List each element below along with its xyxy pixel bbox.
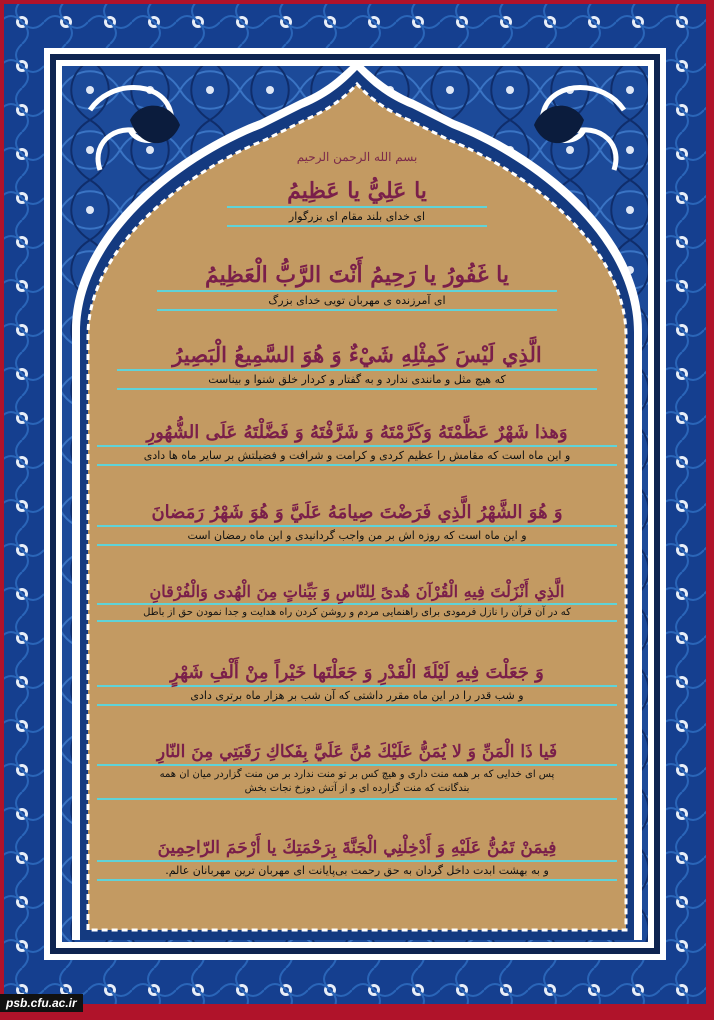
verse-arabic: فِيمَنْ تَمُنُّ عَلَيْهِ وَ أَدْخِلْنِي الْجَنَّةَ بِرَحْمَتِكَ يا أَرْحَمَ الرّاحِمِينَ (157, 838, 557, 858)
divider (157, 309, 557, 311)
watermark: psb.cfu.ac.ir (0, 994, 83, 1012)
verse-translation: و به بهشت ابدت داخل گردان به حق رحمت بی‌پایانت ای مهربان ترین مهربانان عالم. (165, 864, 549, 877)
divider (97, 704, 617, 706)
divider (97, 879, 617, 881)
divider (117, 369, 597, 371)
verse-translation: و این ماه است که مقامش را عظیم کردی و کرامت و شرافت و فضیلتش بر سایر ماه ها دادی (143, 449, 571, 462)
verse-5 (90, 502, 624, 548)
verse-arabic: وَهذا شَهْرٌ عَظَّمْتَهُ وَكَرَّمْتَهُ وَ شَرَّفْتَهُ وَ فَضَّلْتَهُ عَلَى الشُّهُورِ (146, 422, 568, 443)
verse-arabic: فَيا ذَا الْمَنِّ وَ لا يُمَنُّ عَلَيْكَ مُنَّ عَلَيَّ بِفَكاكِ رَقَبَتِي مِنَ النّارِ (156, 742, 558, 762)
verse-3 (90, 342, 624, 392)
divider (157, 290, 557, 292)
basmala: بسم الله الرحمن الرحيم (296, 150, 418, 164)
verse-7 (90, 662, 624, 708)
verse-arabic: يا غَفُورُ يا رَحِيمُ أَنْتَ الرَّبُّ الْعَظِيمُ (205, 262, 509, 288)
verse-translation: و شب قدر را در این ماه مقرر داشتی که آن شب بر هزار ماه برتری دادی (190, 689, 524, 702)
verse-2 (90, 262, 624, 313)
verse-arabic: وَ هُوَ الشَّهْرُ الَّذِي فَرَضْتَ صِيامَهُ عَلَيَّ وَ هُوَ شَهْرُ رَمَضانَ (151, 502, 563, 523)
verse-translation: که در آن قرآن را نازل فرمودی برای راهنمایی مردم و روشن کردن راه هدایت و جدا نمودن حق از باطل (143, 607, 571, 618)
verse-translation: و این ماه است که روزه اش بر من واجب گردانیدی و این ماه رمضان است (187, 529, 527, 542)
divider (117, 388, 597, 390)
divider (97, 860, 617, 862)
verse-arabic: وَ جَعَلْتَ فِيهِ لَيْلَةَ الْقَدْرِ وَ جَعَلْتَها خَيْراً مِنْ أَلْفِ شَهْرٍ (170, 662, 544, 683)
verse-arabic: الَّذِي أَنْزَلْتَ فِيهِ الْقُرْآنَ هُدىً لِلنّاسِ وَ بَيِّناتٍ مِنَ الْهُدى وَالْفُرْقانِ (149, 582, 565, 601)
divider (97, 798, 617, 800)
verse-6 (90, 582, 624, 624)
divider (227, 225, 487, 227)
verse-translation: ای آمرزنده ی مهربان تویی خدای بزرگ (268, 294, 446, 307)
divider (97, 445, 617, 447)
verse-9 (90, 838, 624, 883)
verse-1 (90, 178, 624, 229)
verse-translation: که هیچ مثل و مانندی ندارد و به گفتار و کردار خلق شنوا و بیناست (208, 373, 506, 386)
divider (97, 764, 617, 766)
divider (97, 544, 617, 546)
verse-translation: ای خدای بلند مقام ای بزرگوار (288, 210, 426, 223)
verse-8 (90, 742, 624, 802)
divider (97, 603, 617, 605)
divider (227, 206, 487, 208)
verse-arabic: يا عَلِيُّ يا عَظِيمُ (287, 178, 427, 204)
divider (97, 685, 617, 687)
verse-arabic: الَّذِي لَيْسَ كَمِثْلِهِ شَيْءٌ وَ هُوَ السَّمِيعُ الْبَصِيرُ (172, 342, 542, 367)
prayer-panel (90, 150, 624, 940)
verse-4 (90, 422, 624, 468)
verse-translation: پس ای خدایی که بر همه منت داری و هیچ کس بر تو منت ندارد بر من منت گزاردر میان ان همه بندگانت که منت گزارده ای و از آتش دوزخ نجات بخش (159, 769, 555, 794)
divider (97, 525, 617, 527)
divider (97, 620, 617, 622)
divider (97, 464, 617, 466)
